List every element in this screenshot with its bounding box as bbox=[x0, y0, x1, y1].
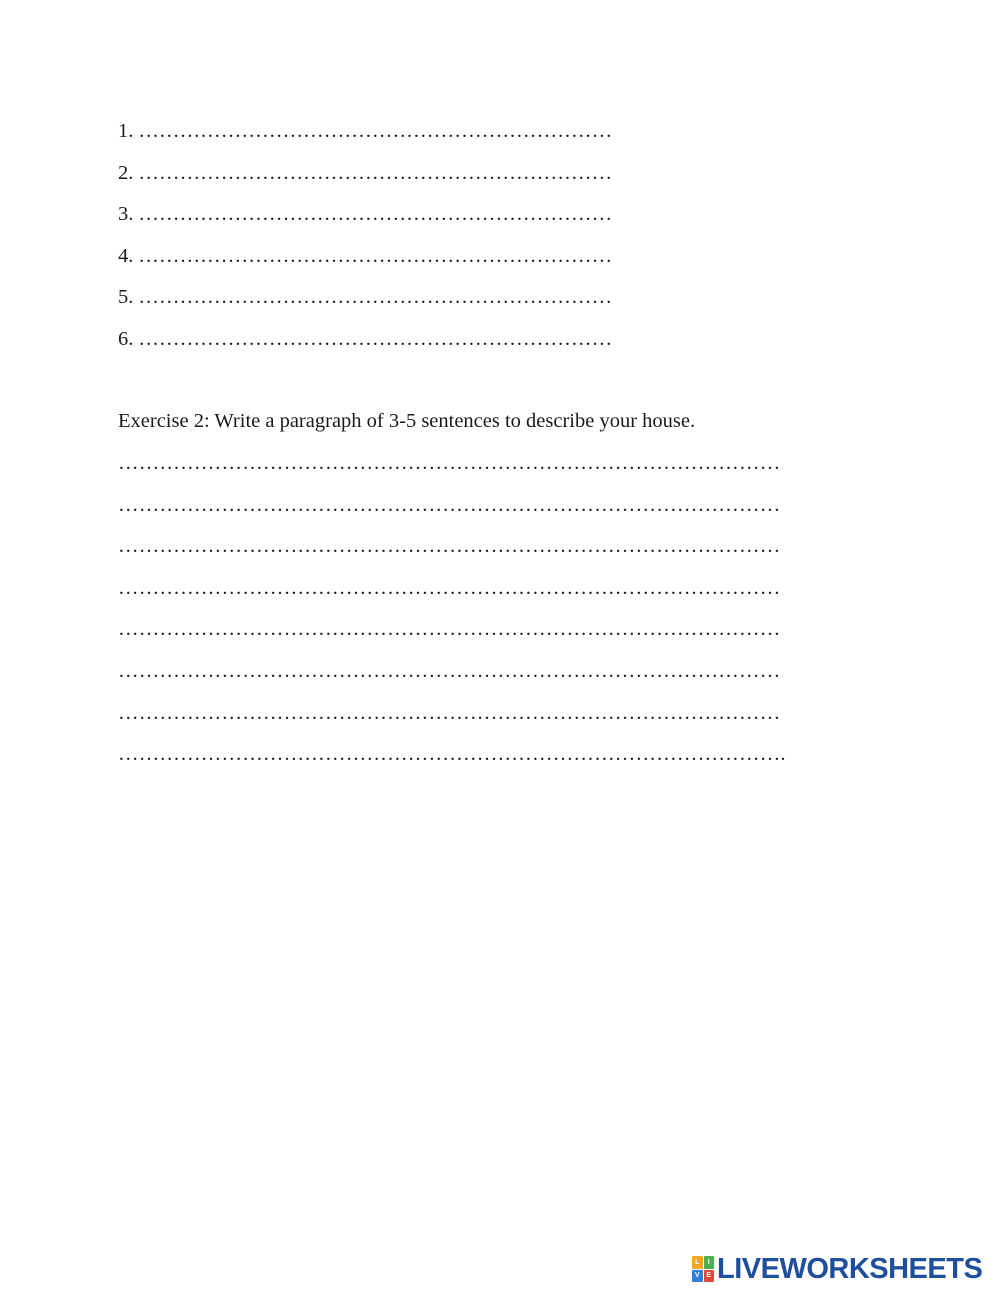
exercise2-instruction: Exercise 2: Write a paragraph of 3-5 sentences to describe your house. bbox=[118, 410, 696, 432]
logo-mark-letter: I bbox=[704, 1256, 715, 1269]
list-item[interactable] bbox=[118, 116, 612, 158]
item-number: 1. bbox=[118, 120, 134, 142]
answer-blank[interactable]: …………………………………………………………… bbox=[138, 286, 613, 309]
logo-text: LIVEWORKSHEETS bbox=[717, 1252, 983, 1285]
answer-blank[interactable]: …………………………………………………………… bbox=[138, 120, 613, 142]
answer-blank[interactable]: …………………………………………………………… bbox=[138, 161, 613, 184]
list-item[interactable] bbox=[118, 241, 612, 283]
logo-mark-letter: L bbox=[692, 1256, 703, 1269]
list-item[interactable] bbox=[118, 282, 612, 324]
item-number: 4. bbox=[118, 244, 134, 267]
answer-blank[interactable]: …………………………………………………………… bbox=[138, 327, 613, 350]
exercise2-answer-lines[interactable] bbox=[118, 448, 786, 781]
item-number: 2. bbox=[118, 161, 134, 184]
exercise1-answer-list bbox=[118, 116, 612, 366]
logo-mark-icon bbox=[692, 1256, 714, 1282]
logo-mark-letter: V bbox=[692, 1270, 703, 1283]
answer-line[interactable]: …………………………………………………………………………………… bbox=[118, 618, 781, 641]
answer-line[interactable]: …………………………………………………………………………………… bbox=[118, 701, 781, 724]
liveworksheets-logo bbox=[692, 1252, 982, 1286]
answer-line[interactable]: ……………………………………………………………………………………. bbox=[118, 743, 786, 766]
answer-line[interactable]: …………………………………………………………………………………… bbox=[118, 452, 781, 474]
list-item[interactable] bbox=[118, 199, 612, 241]
item-number: 3. bbox=[118, 203, 134, 226]
answer-line[interactable]: …………………………………………………………………………………… bbox=[118, 493, 781, 516]
list-item[interactable] bbox=[118, 324, 612, 366]
list-item[interactable] bbox=[118, 158, 612, 200]
item-number: 5. bbox=[118, 286, 134, 309]
answer-line[interactable]: …………………………………………………………………………………… bbox=[118, 576, 781, 599]
answer-line[interactable]: …………………………………………………………………………………… bbox=[118, 535, 781, 558]
item-number: 6. bbox=[118, 327, 134, 350]
logo-mark-letter: E bbox=[704, 1270, 715, 1283]
answer-blank[interactable]: …………………………………………………………… bbox=[138, 203, 613, 226]
answer-line[interactable]: …………………………………………………………………………………… bbox=[118, 659, 781, 682]
answer-blank[interactable]: …………………………………………………………… bbox=[138, 244, 613, 267]
